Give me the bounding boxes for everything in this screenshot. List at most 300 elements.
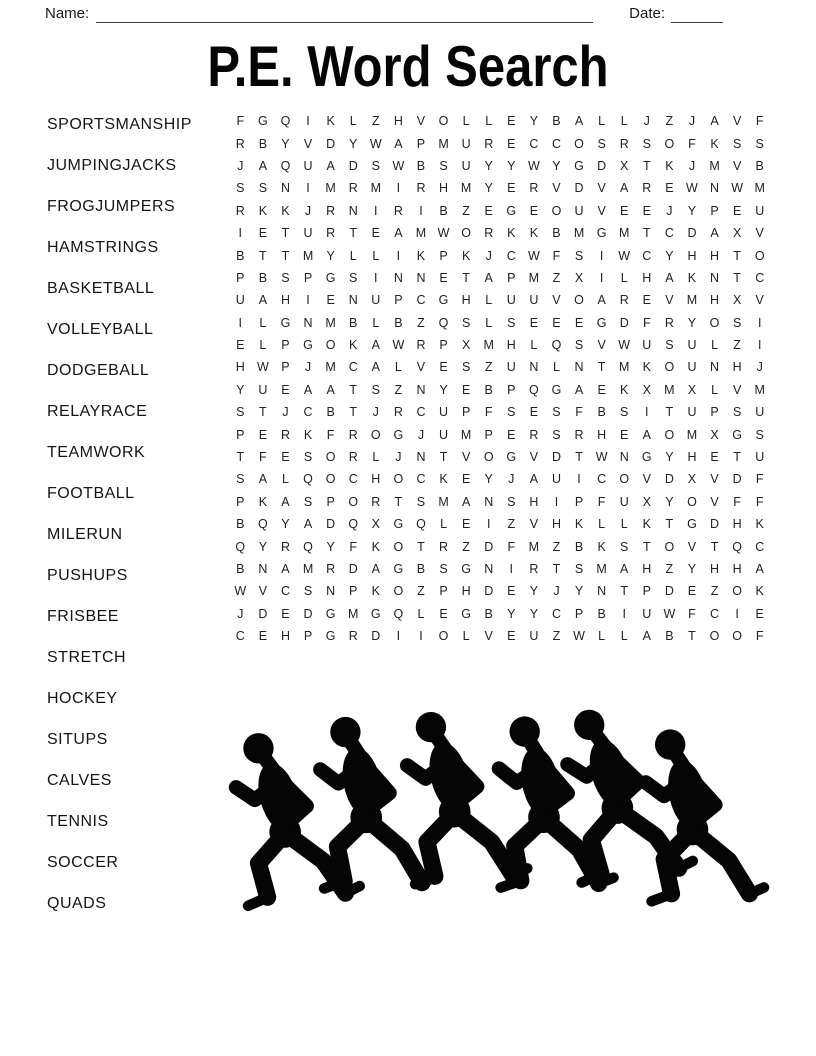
grid-letter: K bbox=[507, 226, 516, 241]
grid-letter: L bbox=[598, 629, 606, 644]
grid-letter: V bbox=[755, 226, 764, 241]
word-list bbox=[47, 104, 192, 924]
grid-letter: B bbox=[258, 136, 268, 151]
grid-letter: E bbox=[281, 450, 290, 465]
grid-letter: N bbox=[574, 360, 584, 375]
grid-letter: D bbox=[687, 226, 697, 241]
grid-letter: G bbox=[551, 382, 562, 397]
grid-letter: D bbox=[371, 629, 381, 644]
grid-letter: U bbox=[371, 293, 381, 308]
grid-letter: G bbox=[574, 158, 584, 173]
grid-letter: V bbox=[755, 293, 764, 308]
grid-letter: R bbox=[529, 181, 539, 196]
grid-letter: X bbox=[620, 158, 629, 173]
grid-letter: Y bbox=[574, 584, 584, 599]
grid-letter: N bbox=[348, 203, 358, 218]
grid-letter: G bbox=[393, 562, 404, 576]
grid-letter: V bbox=[710, 494, 719, 509]
grid-letter: S bbox=[574, 248, 584, 263]
grid-letter: Y bbox=[439, 382, 448, 397]
runners-illustration bbox=[218, 698, 770, 930]
grid-letter: U bbox=[529, 293, 539, 308]
grid-letter: S bbox=[349, 270, 358, 285]
grid-letter: Z bbox=[552, 539, 561, 554]
grid-letter: K bbox=[326, 114, 335, 129]
grid-letter: I bbox=[645, 405, 649, 420]
grid-letter: U bbox=[687, 405, 697, 420]
grid-letter: F bbox=[597, 494, 606, 509]
word-list-item: SOCCER bbox=[47, 853, 119, 871]
grid-letter: T bbox=[665, 405, 674, 420]
grid-letter: S bbox=[552, 427, 561, 442]
grid-letter: M bbox=[573, 226, 585, 241]
grid-letter: C bbox=[664, 226, 674, 241]
grid-letter: K bbox=[371, 539, 380, 554]
grid-letter: F bbox=[642, 315, 651, 330]
grid-letter: A bbox=[710, 226, 719, 241]
grid-letter: N bbox=[529, 360, 539, 375]
grid-letter: N bbox=[710, 360, 720, 375]
grid-letter: K bbox=[371, 584, 380, 599]
grid-letter: A bbox=[484, 270, 493, 285]
grid-letter: P bbox=[710, 203, 719, 218]
word-list-item: RELAYRACE bbox=[47, 402, 148, 420]
grid-letter: P bbox=[507, 382, 516, 397]
grid-letter: Y bbox=[258, 539, 268, 554]
date-label: Date: bbox=[629, 5, 665, 22]
grid-letter: T bbox=[733, 270, 741, 285]
grid-letter: M bbox=[754, 382, 765, 397]
grid-letter: O bbox=[574, 136, 584, 151]
grid-letter: T bbox=[597, 360, 606, 375]
grid-letter: W bbox=[686, 181, 698, 196]
grid-letter: V bbox=[642, 472, 651, 487]
grid-letter: V bbox=[416, 114, 426, 129]
grid-letter: J bbox=[372, 405, 379, 420]
grid-letter: J bbox=[643, 114, 650, 129]
grid-letter: L bbox=[372, 248, 380, 263]
grid-letter: H bbox=[710, 248, 720, 263]
grid-letter: N bbox=[416, 382, 426, 397]
grid-letter: F bbox=[688, 136, 696, 151]
grid-letter: C bbox=[597, 472, 607, 487]
grid-letter: W bbox=[731, 181, 744, 196]
grid-letter: D bbox=[619, 315, 629, 330]
grid-letter: P bbox=[326, 494, 335, 509]
grid-letter: J bbox=[688, 114, 696, 129]
grid-letter: G bbox=[438, 293, 449, 308]
grid-letter: K bbox=[642, 517, 651, 532]
grid-letter: B bbox=[552, 226, 561, 241]
grid-letter: K bbox=[416, 248, 426, 263]
grid-letter: Z bbox=[371, 114, 380, 129]
grid-letter: V bbox=[258, 584, 268, 599]
runners-svg bbox=[218, 698, 770, 930]
grid-letter: R bbox=[348, 427, 358, 442]
grid-letter: X bbox=[461, 338, 471, 353]
grid-letter: Z bbox=[417, 315, 425, 330]
grid-letter: Y bbox=[507, 158, 516, 173]
grid-letter: R bbox=[326, 226, 336, 241]
grid-letter: I bbox=[396, 181, 401, 196]
grid-letter: G bbox=[370, 606, 381, 621]
grid-letter: B bbox=[236, 517, 245, 532]
date-blank-line[interactable] bbox=[671, 8, 723, 23]
grid-letter: O bbox=[619, 472, 630, 487]
grid-letter: T bbox=[439, 450, 448, 465]
grid-letter: M bbox=[709, 158, 720, 173]
grid-letter: O bbox=[732, 584, 742, 599]
grid-letter: K bbox=[258, 203, 268, 218]
grid-letter: E bbox=[665, 181, 674, 196]
grid-letter: B bbox=[394, 315, 403, 330]
grid-letter: O bbox=[461, 226, 471, 241]
word-list-item: SITUPS bbox=[47, 730, 108, 748]
grid-letter: P bbox=[710, 405, 719, 420]
grid-letter: E bbox=[529, 203, 539, 218]
grid-letter: V bbox=[529, 450, 539, 465]
grid-letter: W bbox=[663, 606, 676, 621]
grid-letter: I bbox=[486, 517, 491, 532]
grid-letter: H bbox=[642, 270, 652, 285]
grid-letter: A bbox=[710, 114, 719, 129]
word-list-item: BASKETBALL bbox=[47, 279, 155, 297]
grid-letter: G bbox=[325, 629, 336, 644]
grid-letter: P bbox=[439, 248, 448, 263]
grid-letter: O bbox=[664, 539, 675, 554]
grid-letter: T bbox=[575, 450, 583, 465]
grid-letter: E bbox=[258, 226, 268, 241]
grid-letter: J bbox=[395, 450, 402, 465]
grid-letter: J bbox=[237, 158, 244, 173]
grid-letter: T bbox=[642, 539, 651, 554]
grid-letter: Y bbox=[484, 158, 493, 173]
grid-letter: R bbox=[484, 136, 494, 151]
grid-letter: L bbox=[462, 114, 470, 129]
grid-letter: S bbox=[642, 136, 651, 151]
grid-letter: Y bbox=[552, 158, 561, 173]
grid-letter: I bbox=[577, 472, 581, 487]
grid-letter: M bbox=[460, 181, 472, 196]
grid-letter: E bbox=[281, 606, 290, 621]
grid-letter: E bbox=[484, 203, 493, 218]
grid-letter: Z bbox=[462, 203, 470, 218]
grid-letter: U bbox=[755, 450, 765, 465]
grid-letter: L bbox=[281, 472, 289, 487]
grid-letter: E bbox=[258, 427, 268, 442]
grid-letter: R bbox=[439, 539, 449, 554]
grid-letter: E bbox=[439, 270, 448, 285]
grid-letter: P bbox=[439, 584, 448, 599]
grid-letter: B bbox=[416, 158, 426, 173]
grid-letter: Y bbox=[484, 181, 493, 196]
grid-letter: M bbox=[302, 562, 314, 576]
grid-letter: Y bbox=[236, 382, 245, 397]
grid-letter: O bbox=[348, 494, 359, 509]
grid-letter: I bbox=[374, 270, 378, 285]
grid-letter: P bbox=[574, 494, 584, 509]
grid-letter: S bbox=[732, 405, 742, 420]
grid-letter: B bbox=[597, 405, 606, 420]
grid-letter: G bbox=[641, 450, 652, 465]
grid-letter: E bbox=[461, 382, 471, 397]
grid-letter: I bbox=[306, 293, 310, 308]
grid-letter: V bbox=[710, 472, 719, 487]
grid-letter: Q bbox=[303, 472, 313, 487]
grid-letter: O bbox=[551, 203, 562, 218]
word-list-item: HOCKEY bbox=[47, 689, 118, 707]
grid-letter: R bbox=[326, 562, 336, 576]
grid-letter: Y bbox=[349, 136, 358, 151]
grid-letter: S bbox=[665, 338, 674, 353]
grid-letter: S bbox=[303, 494, 313, 509]
grid-letter: F bbox=[484, 405, 493, 420]
grid-letter: G bbox=[506, 203, 517, 218]
grid-letter: R bbox=[326, 203, 336, 218]
grid-letter: O bbox=[664, 136, 675, 151]
grid-letter: W bbox=[256, 360, 269, 375]
grid-letter: J bbox=[666, 203, 673, 218]
grid-letter: P bbox=[461, 405, 471, 420]
grid-letter: G bbox=[303, 338, 313, 353]
grid-letter: Z bbox=[552, 270, 561, 285]
grid-letter: S bbox=[507, 315, 516, 330]
grid-letter: S bbox=[303, 450, 313, 465]
grid-letter: O bbox=[574, 293, 584, 308]
grid-letter: K bbox=[281, 203, 290, 218]
grid-letter: S bbox=[597, 136, 606, 151]
grid-letter: K bbox=[461, 248, 471, 263]
grid-letter: B bbox=[574, 539, 584, 554]
grid-letter: R bbox=[235, 203, 245, 218]
grid-letter: C bbox=[506, 248, 516, 263]
grid-letter: E bbox=[461, 472, 471, 487]
grid-letter: A bbox=[371, 562, 380, 576]
grid-letter: C bbox=[551, 606, 561, 621]
grid-letter: D bbox=[303, 606, 313, 621]
grid-letter: H bbox=[506, 338, 516, 353]
grid-letter: W bbox=[527, 158, 540, 173]
grid-letter: U bbox=[551, 472, 561, 487]
grid-letter: C bbox=[416, 472, 426, 487]
grid-letter: H bbox=[280, 629, 290, 644]
grid-letter: K bbox=[755, 584, 764, 599]
grid-letter: S bbox=[236, 181, 245, 196]
grid-letter: D bbox=[597, 158, 607, 173]
grid-letter: A bbox=[597, 293, 606, 308]
grid-letter: S bbox=[507, 494, 516, 509]
grid-letter: Z bbox=[665, 562, 674, 576]
grid-letter: Y bbox=[529, 114, 539, 129]
grid-letter: H bbox=[597, 427, 607, 442]
grid-letter: R bbox=[348, 629, 358, 644]
grid-letter: W bbox=[369, 136, 382, 151]
grid-letter: U bbox=[687, 360, 697, 375]
grid-letter: S bbox=[281, 270, 290, 285]
grid-letter: F bbox=[349, 539, 358, 554]
grid-letter: A bbox=[394, 136, 403, 151]
grid-letter: S bbox=[439, 562, 448, 576]
grid-letter: B bbox=[349, 315, 358, 330]
grid-letter: O bbox=[483, 450, 494, 465]
grid-letter: D bbox=[710, 517, 720, 532]
grid-letter: Y bbox=[484, 472, 493, 487]
grid-letter: O bbox=[438, 114, 449, 129]
grid-letter: C bbox=[529, 136, 539, 151]
grid-letter: Q bbox=[280, 158, 291, 173]
grid-letter: Q bbox=[551, 338, 562, 353]
grid-letter: Y bbox=[665, 248, 674, 263]
grid-letter: R bbox=[416, 338, 426, 353]
grid-letter: H bbox=[710, 562, 720, 576]
grid-letter: T bbox=[236, 450, 245, 465]
grid-letter: T bbox=[710, 539, 719, 554]
grid-letter: R bbox=[371, 494, 381, 509]
grid-letter: T bbox=[281, 226, 290, 241]
grid-letter: H bbox=[439, 181, 449, 196]
grid-letter: P bbox=[236, 494, 245, 509]
grid-letter: H bbox=[687, 450, 697, 465]
grid-letter: O bbox=[438, 629, 449, 644]
grid-letter: D bbox=[348, 158, 358, 173]
grid-letter: M bbox=[460, 427, 472, 442]
grid-letter: F bbox=[236, 114, 245, 129]
grid-letter: A bbox=[394, 226, 403, 241]
grid-letter: U bbox=[461, 136, 471, 151]
grid-letter: A bbox=[574, 114, 584, 129]
grid-letter: D bbox=[664, 584, 674, 599]
grid-letter: A bbox=[620, 562, 629, 576]
grid-letter: L bbox=[372, 315, 380, 330]
grid-letter: L bbox=[598, 114, 606, 129]
grid-letter: Q bbox=[280, 114, 291, 129]
grid-letter: I bbox=[599, 270, 604, 285]
grid-letter: H bbox=[235, 360, 245, 375]
grid-letter: M bbox=[325, 360, 336, 375]
grid-letter: X bbox=[371, 517, 380, 532]
word-list-item: VOLLEYBALL bbox=[47, 320, 154, 338]
grid-letter: V bbox=[665, 293, 674, 308]
grid-letter: K bbox=[574, 517, 584, 532]
grid-letter: R bbox=[348, 181, 358, 196]
grid-letter: A bbox=[303, 517, 313, 532]
grid-letter: C bbox=[235, 629, 245, 644]
grid-letter: P bbox=[349, 584, 358, 599]
grid-letter: B bbox=[484, 382, 493, 397]
grid-letter: V bbox=[484, 629, 493, 644]
name-blank-line[interactable] bbox=[96, 8, 593, 23]
grid-letter: M bbox=[528, 270, 540, 285]
grid-letter: H bbox=[732, 562, 742, 576]
grid-letter: A bbox=[574, 382, 584, 397]
header bbox=[45, 4, 723, 23]
grid-letter: I bbox=[238, 315, 243, 330]
grid-letter: H bbox=[710, 293, 720, 308]
grid-letter: T bbox=[462, 270, 470, 285]
grid-letter: T bbox=[259, 405, 267, 420]
grid-letter: A bbox=[258, 472, 268, 487]
grid-letter: D bbox=[326, 136, 336, 151]
grid-letter: Q bbox=[416, 517, 426, 532]
grid-letter: R bbox=[484, 226, 494, 241]
grid-letter: K bbox=[620, 382, 629, 397]
grid-letter: M bbox=[754, 181, 765, 196]
grid-letter: H bbox=[551, 517, 561, 532]
grid-letter: A bbox=[755, 562, 764, 576]
grid-letter: L bbox=[394, 360, 402, 375]
grid-letter: J bbox=[553, 584, 560, 599]
grid-letter: O bbox=[325, 472, 336, 487]
grid-letter: Y bbox=[687, 203, 697, 218]
grid-letter: O bbox=[732, 629, 742, 644]
grid-letter: X bbox=[732, 226, 742, 241]
grid-letter: F bbox=[755, 494, 764, 509]
grid-letter: W bbox=[234, 584, 247, 599]
grid-letter: W bbox=[392, 158, 405, 173]
grid-letter: O bbox=[709, 629, 720, 644]
grid-letter: U bbox=[303, 226, 313, 241]
grid-letter: L bbox=[485, 114, 493, 129]
grid-letter: Z bbox=[484, 360, 493, 375]
word-list-item: FROGJUMPERS bbox=[47, 197, 176, 215]
grid-letter: G bbox=[461, 562, 471, 576]
grid-letter: H bbox=[371, 472, 381, 487]
grid-letter: M bbox=[596, 562, 607, 576]
grid-letter: W bbox=[573, 629, 585, 644]
grid-letter: E bbox=[439, 606, 448, 621]
grid-letter: U bbox=[461, 158, 471, 173]
grid-letter: G bbox=[596, 315, 607, 330]
grid-letter: Z bbox=[394, 382, 403, 397]
grid-letter: I bbox=[306, 181, 310, 196]
grid-letter: P bbox=[303, 270, 313, 285]
grid-letter: M bbox=[483, 338, 494, 353]
grid-letter: K bbox=[349, 338, 358, 353]
grid-letter: W bbox=[392, 338, 405, 353]
grid-letter: E bbox=[371, 226, 380, 241]
grid-letter: F bbox=[259, 450, 267, 465]
grid-letter: H bbox=[732, 360, 742, 375]
grid-letter: J bbox=[417, 427, 425, 442]
grid-letter: M bbox=[618, 226, 630, 241]
grid-letter: P bbox=[484, 427, 493, 442]
grid-letter: L bbox=[620, 517, 628, 532]
grid-letter: B bbox=[326, 405, 335, 420]
grid-letter: Y bbox=[281, 517, 290, 532]
grid-letter: B bbox=[755, 158, 764, 173]
grid-letter: M bbox=[347, 606, 359, 621]
grid-letter: J bbox=[304, 203, 312, 218]
grid-letter: N bbox=[258, 562, 268, 576]
grid-letter: Y bbox=[326, 248, 335, 263]
grid-letter: D bbox=[664, 472, 674, 487]
grid-letter: B bbox=[439, 203, 448, 218]
grid-letter: E bbox=[597, 382, 606, 397]
grid-letter: S bbox=[461, 360, 471, 375]
grid-letter: C bbox=[280, 584, 290, 599]
grid-letter: G bbox=[461, 606, 471, 621]
grid-letter: G bbox=[393, 427, 404, 442]
word-list-item: TENNIS bbox=[47, 812, 109, 830]
grid-letter: I bbox=[396, 629, 401, 644]
grid-letter: H bbox=[393, 114, 403, 129]
grid-letter: V bbox=[461, 450, 471, 465]
grid-letter: S bbox=[507, 405, 516, 420]
grid-letter: O bbox=[709, 315, 720, 330]
grid-letter: H bbox=[642, 562, 652, 576]
grid-letter: F bbox=[552, 248, 561, 263]
grid-letter: P bbox=[281, 338, 290, 353]
